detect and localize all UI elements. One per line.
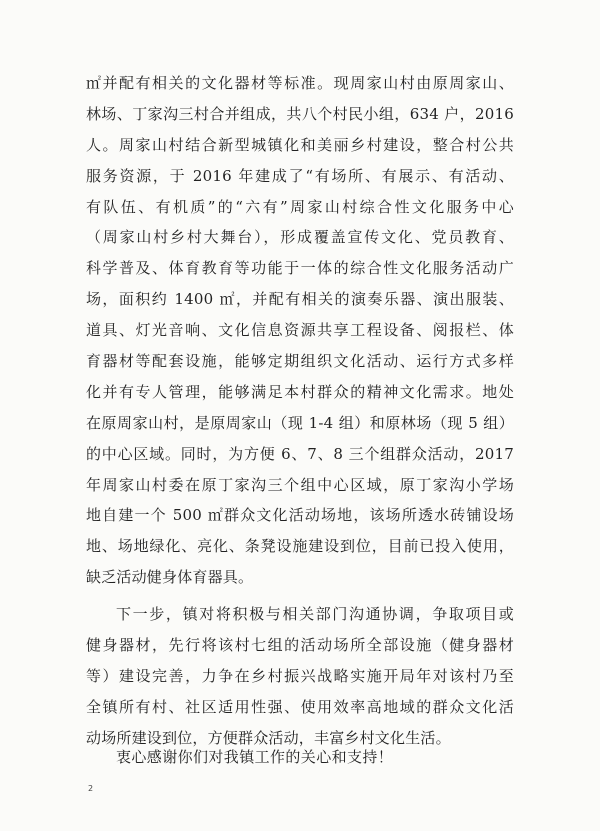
text-line: 科学普及、体育教育等功能于一体的综合性文化服务活动广 <box>86 259 514 278</box>
closing-remark: 衷心感谢你们对我镇工作的关心和支持！ <box>116 748 394 766</box>
text-line: 缺乏活动健身体育器具。 <box>86 568 254 587</box>
text-line: 育器材等配套设施，能够定期组织文化活动、运行方式多样 <box>86 352 514 371</box>
text-line: 人。周家山村结合新型城镇化和美丽乡村建设，整合村公共 <box>86 135 514 154</box>
text-line: 地、场地绿化、亮化、条凳设施建设到位，目前已投入使用， <box>86 537 514 556</box>
text-line: （周家山村乡村大舞台），形成覆盖宣传文化、党员教育、 <box>86 228 514 247</box>
body-text <box>86 68 514 754</box>
text-line: 的中心区域。同时，为方便 6、7、8 三个组群众活动，2017 <box>86 444 514 463</box>
text-line: 场，面积约 1400 ㎡，并配有相关的演奏乐器、演出服装、 <box>86 290 514 309</box>
text-line: 等）建设完善，力争在乡村振兴战略实施开局年对该村乃至 <box>86 666 514 685</box>
text-line: ㎡并配有相关的文化器材等标准。现周家山村由原周家山、 <box>86 74 514 92</box>
text-line: 林场、丁家沟三村合并组成，共八个村民小组，634 户，2016 <box>86 104 514 123</box>
text-line: 化并有专人管理，能够满足本村群众的精神文化需求。地处 <box>86 382 514 401</box>
text-line: 有队伍、有机质”的“六有”周家山村综合性文化服务中心 <box>86 197 514 216</box>
page-number: 2 <box>88 784 94 793</box>
text-line: 年周家山村委在原丁家沟三个组中心区域，原丁家沟小学场 <box>86 475 514 494</box>
text-line: 服务资源，于 2016 年建成了“有场所、有展示、有活动、 <box>86 166 514 185</box>
text-line: 全镇所有村、社区适用性强、使用效率高地域的群众文化活 <box>86 697 514 716</box>
text-line: 在原周家山村，是原周家山（现 1-4 组）和原林场（现 5 组） <box>86 413 514 432</box>
text-line: 动场所建设到位，方便群众活动，丰富乡村文化生活。 <box>86 728 451 747</box>
text-line: 健身器材，先行将该村七组的活动场所全部设施（健身器材 <box>86 636 514 655</box>
text-line: 地自建一个 500 ㎡群众文化活动场地，该场所透水砖铺设场 <box>86 506 514 525</box>
text-line: 道具、灯光音响、文化信息资源共享工程设备、阅报栏、体 <box>86 321 514 340</box>
text-line: 下一步，镇对将积极与相关部门沟通协调，争取项目或 <box>116 605 514 624</box>
paragraph-1 <box>86 68 514 593</box>
paragraph-2 <box>86 599 514 753</box>
